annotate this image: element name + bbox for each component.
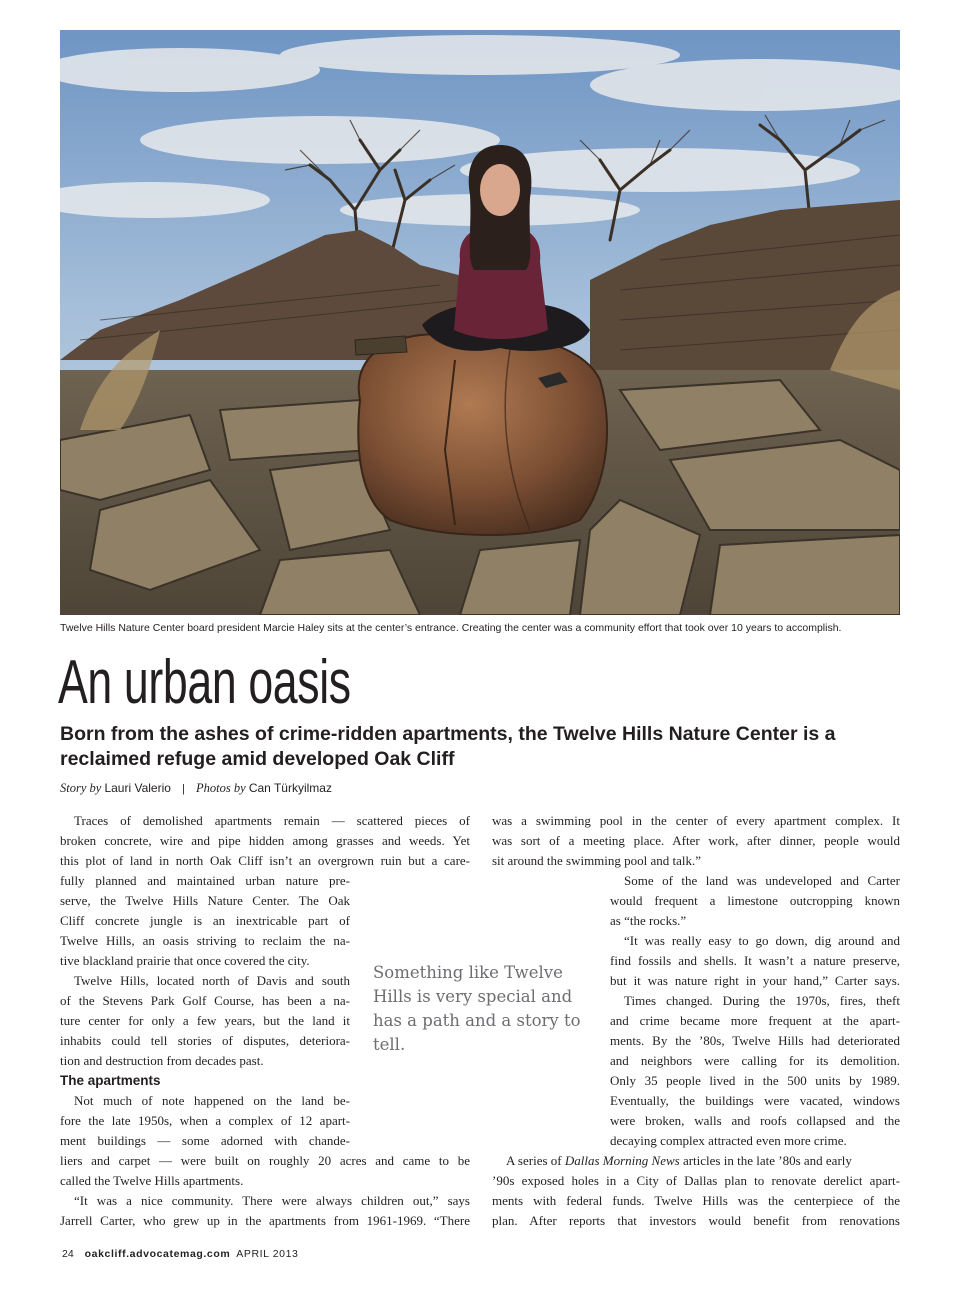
body-line: Eventually, the buildings were vacated, windows bbox=[610, 1093, 900, 1108]
body-line: broken concrete, wire and pipe hidden among grasses and weeds. Yet bbox=[60, 833, 470, 848]
body-line: and crime became more frequent at the apart- bbox=[610, 1013, 900, 1028]
body-line: would frequent a limestone outcropping known bbox=[610, 893, 900, 908]
publication-name: Dallas Morning News bbox=[564, 1153, 680, 1168]
body-line: of the Stevens Park Golf Course, has been a na- bbox=[60, 993, 350, 1008]
pull-quote: Something like Twelve Hills is very special and has a path and a story to tell. bbox=[373, 963, 581, 1054]
body-line: but it was nature right in your hand,” Carter says. bbox=[610, 973, 900, 988]
body-line: called the Twelve Hills apartments. bbox=[60, 1173, 244, 1188]
body-line: ture center for only a few years, but the land it bbox=[60, 1013, 350, 1028]
photo-author: Can Türkyilmaz bbox=[248, 781, 332, 795]
body-line: decaying complex attracted even more crime. bbox=[610, 1133, 847, 1148]
photo-caption: Twelve Hills Nature Center board president Marcie Haley sits at the center’s entrance. Creating the center was a community effort that took over 10 years to accomplish. bbox=[60, 622, 842, 634]
body-line: was a swimming pool in the center of every apartment complex. It bbox=[492, 813, 900, 828]
byline bbox=[60, 781, 332, 796]
text-run: articles in the late ’80s and early bbox=[679, 1153, 852, 1168]
photo-label: Photos by bbox=[196, 781, 246, 795]
body-line: ment buildings — some adorned with chande- bbox=[60, 1133, 350, 1148]
body-line: find fossils and shells. It wasn’t a nature preserve, bbox=[610, 953, 900, 968]
body-line: fully planned and maintained urban nature pre- bbox=[60, 873, 350, 888]
body-line: ’90s exposed holes in a City of Dallas plan to renovate derelict apart- bbox=[492, 1173, 900, 1188]
body-line: “It was a nice community. There were always children out,” says bbox=[74, 1193, 470, 1208]
headline: An urban oasis bbox=[58, 648, 351, 717]
body-line: Not much of note happened on the land be- bbox=[74, 1093, 350, 1108]
body-line: fore the late 1950s, when a complex of 12 apart- bbox=[60, 1113, 350, 1128]
issue-date: APRIL 2013 bbox=[236, 1248, 299, 1260]
body-line: were broken, walls and roofs collapsed and the bbox=[610, 1113, 900, 1128]
site-url[interactable]: oakcliff.advocatemag.com bbox=[84, 1248, 231, 1260]
body-line: and neighbors were calling for its demolition. bbox=[610, 1053, 900, 1068]
byline-separator: | bbox=[182, 783, 185, 795]
hero-photo bbox=[60, 30, 900, 615]
subhead-apartments: The apartments bbox=[60, 1073, 161, 1088]
body-line: Jarrell Carter, who grew up in the apartments from 1961-1969. “There bbox=[60, 1213, 470, 1228]
body-line: tion and destruction from decades past. bbox=[60, 1053, 264, 1068]
body-line: Only 35 people lived in the 500 units by 1989. bbox=[610, 1073, 900, 1088]
story-label: Story by bbox=[60, 781, 102, 795]
body-line: was sort of a meeting place. After work, after dinner, people would bbox=[492, 833, 900, 848]
body-line: plan. After reports that investors would benefit from renovations bbox=[492, 1213, 900, 1228]
body-line: Cliff concrete jungle is an inextricable part of bbox=[60, 913, 350, 928]
body-line: this plot of land in north Oak Cliff isn’t an overgrown ruin but a care- bbox=[60, 853, 470, 868]
body-line: as “the rocks.” bbox=[610, 913, 687, 928]
body-line: Some of the land was undeveloped and Carter bbox=[624, 873, 900, 888]
body-line: liers and carpet — were built on roughly 20 acres and came to be bbox=[60, 1153, 470, 1168]
body-line: “It was really easy to go down, dig around and bbox=[624, 933, 900, 948]
body-line: tive blackland prairie that once covered the city. bbox=[60, 953, 310, 968]
body-line: ments with federal funds. Twelve Hills was the centerpiece of the bbox=[492, 1193, 900, 1208]
body-line: sit around the swimming pool and talk.” bbox=[492, 853, 702, 868]
body-line: serve, the Twelve Hills Nature Center. The Oak bbox=[60, 893, 350, 908]
body-line: ments. By the ’80s, Twelve Hills had deteriorated bbox=[610, 1033, 900, 1048]
page-footer bbox=[62, 1248, 298, 1260]
story-author: Lauri Valerio bbox=[104, 781, 171, 795]
body-line bbox=[492, 1151, 900, 1171]
deck: Born from the ashes of crime-ridden apartments, the Twelve Hills Nature Center is a reclaimed refuge amid developed Oak Cliff bbox=[60, 723, 836, 770]
page-number: 24 bbox=[62, 1248, 74, 1260]
body-line: Traces of demolished apartments remain — scattered pieces of bbox=[74, 813, 470, 828]
body-line: Twelve Hills, located north of Davis and south bbox=[74, 973, 350, 988]
nature-center-photo bbox=[60, 30, 900, 615]
body-line: Times changed. During the 1970s, fires, theft bbox=[624, 993, 900, 1008]
text-run: A series of bbox=[506, 1153, 565, 1168]
body-line: Twelve Hills, an oasis striving to reclaim the na- bbox=[60, 933, 350, 948]
body-line: inhabits could tell stories of disputes, deteriora- bbox=[60, 1033, 350, 1048]
